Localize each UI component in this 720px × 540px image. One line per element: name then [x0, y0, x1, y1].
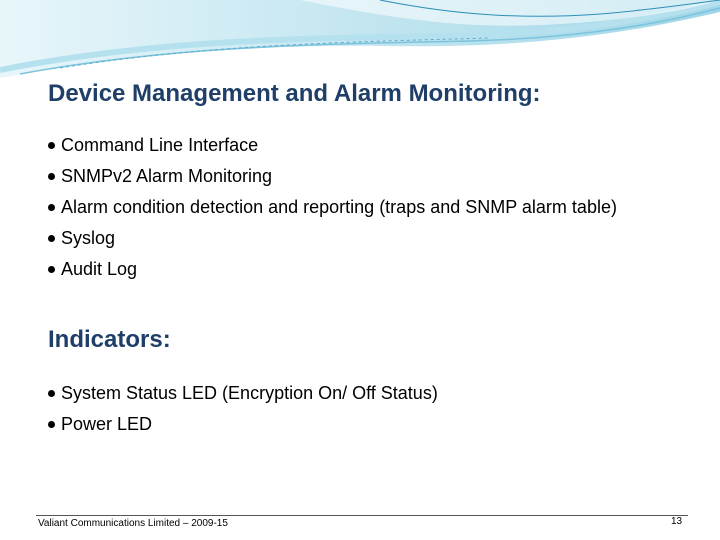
device-management-list: [46, 133, 656, 288]
footer-company: Valiant Communications Limited – 2009-15: [38, 518, 228, 529]
list-item: Power LED: [46, 412, 656, 437]
footer-divider: [36, 515, 688, 516]
indicators-list: [46, 381, 656, 443]
list-item: SNMPv2 Alarm Monitoring: [46, 164, 656, 189]
header-wave-banner: [0, 0, 720, 90]
list-item: Syslog: [46, 226, 656, 251]
section-heading-device-management: Device Management and Alarm Monitoring:: [48, 80, 541, 107]
list-item: Audit Log: [46, 257, 656, 282]
list-item: Alarm condition detection and reporting (traps and SNMP alarm table): [46, 195, 656, 220]
section-heading-indicators: Indicators:: [48, 326, 171, 353]
list-item: Command Line Interface: [46, 133, 656, 158]
list-item: System Status LED (Encryption On/ Off Status): [46, 381, 656, 406]
page-number: 13: [671, 516, 683, 527]
